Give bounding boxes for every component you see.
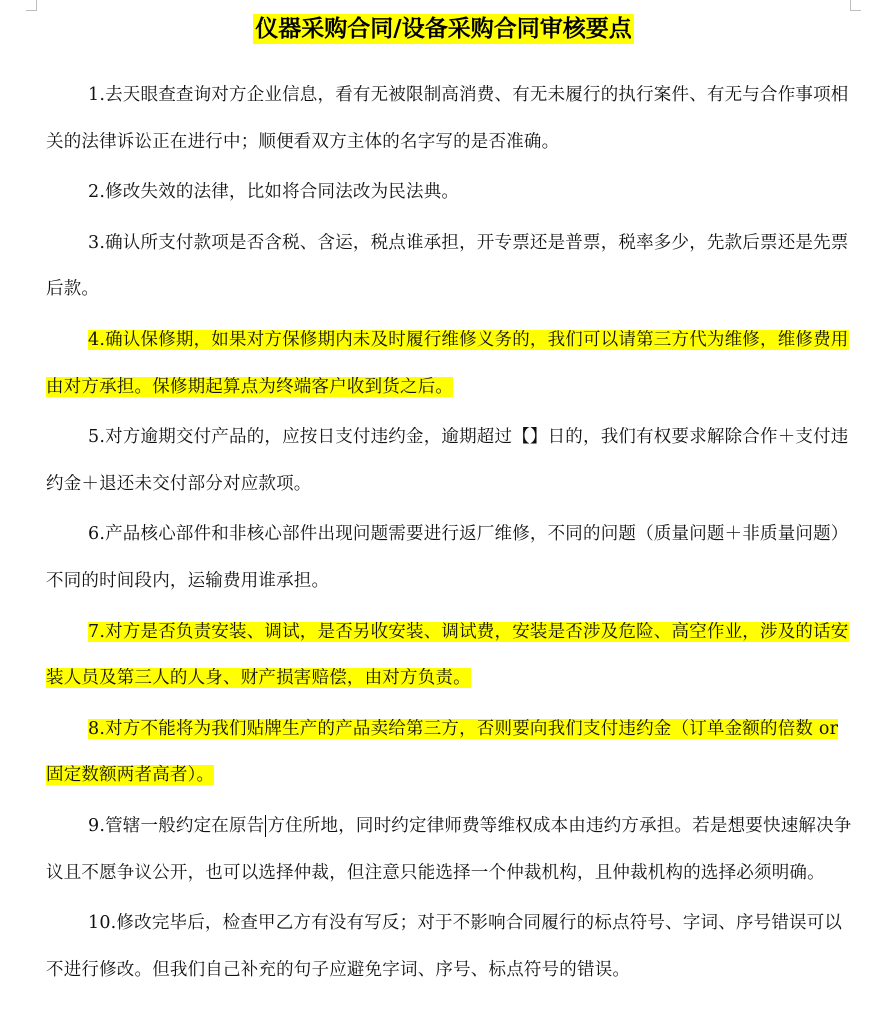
paragraph-2 [46,169,858,216]
paragraph-6-text: 6.产品核心部件和非核心部件出现问题需要进行返厂维修，不同的问题（质量问题＋非质量问题）不同的时间段内，运输费用谁承担。 [46,524,849,591]
paragraph-3-text: 3.确认所支付款项是否含税、含运，税点谁承担，开专票还是普票，税率多少，先款后票还是先票后款。 [46,232,849,300]
paragraph-6 [46,511,858,604]
page-corner-mark-left [26,0,37,11]
paragraph-3 [46,220,858,313]
paragraph-9-text-before-caret: 9.管辖一般约定在原告 [88,815,265,836]
paragraph-10 [46,900,858,993]
paragraph-10-text: 10.修改完毕后，检查甲乙方有没有写反；对于不影响合同履行的标点符号、字词、序号错误可以不进行修改。但我们自己补充的句子应避免字词、序号、标点符号的错误。 [46,913,843,980]
paragraph-9-text-after-caret: 方住所地，同时约定律师费等维权成本由违约方承担。若是想要快速解决争议且不愿争议公开，也可以选择仲裁，但注意只能选择一个仲裁机构，且仲裁机构的选择必须明确。 [46,815,852,883]
paragraph-7-text: 7.对方是否负责安装、调试，是否另收安装、调试费，安装是否涉及危险、高空作业，涉及的话安装人员及第三人的人身、财产损害赔偿，由对方负责。 [46,621,849,689]
paragraph-7-highlighted [46,609,858,702]
title-container [0,14,887,44]
document-body[interactable] [46,72,858,997]
paragraph-1-text: 1.去天眼查查询对方企业信息，看有无被限制高消费、有无未履行的执行案件、有无与合作事项相关的法律诉讼正在进行中；顺便看双方主体的名字写的是否准确。 [46,85,849,152]
paragraph-4-highlighted [46,317,858,410]
paragraph-8-text: 8.对方不能将为我们贴牌生产的产品卖给第三方，否则要向我们支付违约金（订单金额的倍数 or 固定数额两者高者）。 [46,718,839,786]
paragraph-5 [46,414,858,507]
paragraph-1 [46,72,858,165]
paragraph-9 [46,803,858,896]
document-title: 仪器采购合同/设备采购合同审核要点 [255,16,632,42]
paragraph-4-text: 4.确认保修期，如果对方保修期内未及时履行维修义务的，我们可以请第三方代为维修，维修费用由对方承担。保修期起算点为终端客户收到货之后。 [46,329,849,397]
paragraph-8-highlighted [46,706,858,799]
paragraph-5-text: 5.对方逾期交付产品的，应按日支付违约金，逾期超过【】日的，我们有权要求解除合作＋支付违约金＋退还未交付部分对应款项。 [46,427,849,494]
paragraph-2-text: 2.修改失效的法律，比如将合同法改为民法典。 [88,182,460,203]
page-corner-mark-right [850,0,861,11]
